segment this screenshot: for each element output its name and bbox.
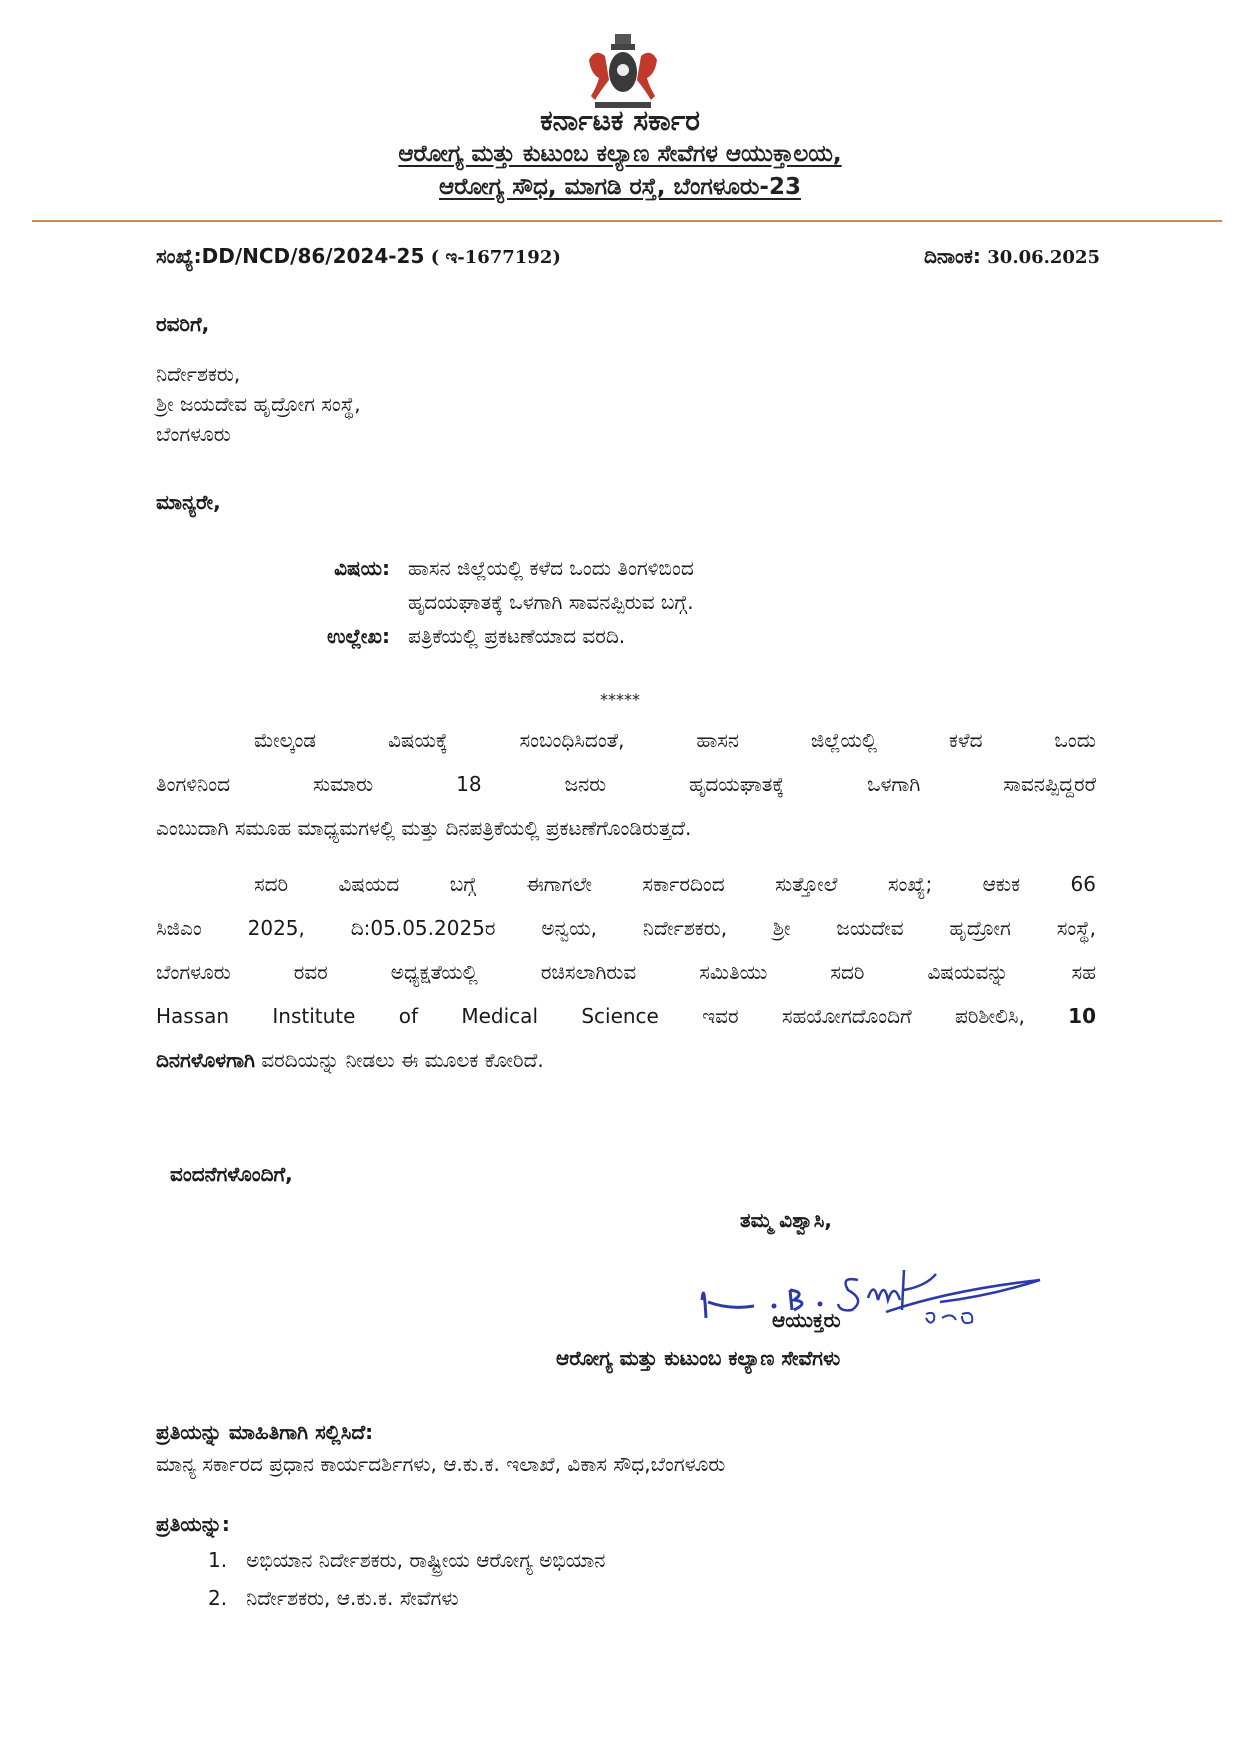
body-line: ಮೇಲ್ಕಂಡ ವಿಷಯಕ್ಕೆ ಸಂಬಂಧಿಸಿದಂತೆ, ಹಾಸನ ಜಿಲ್ಲೆಯಲ್ಲಿ ಕಳೆದ ಒಂದು — [254, 728, 1096, 752]
copy-info-text: ಮಾನ್ಯ ಸರ್ಕಾರದ ಪ್ರಧಾನ ಕಾರ್ಯದರ್ಶಿಗಳು, ಆ.ಕು.ಕ. ಇಲಾಖೆ, ವಿಕಾಸ ಸೌಧ,ಬೆಂಗಳೂರು — [156, 1452, 726, 1476]
signature-icon — [690, 1240, 1050, 1330]
list-item-text: ಅಭಿಯಾನ ನಿರ್ದೇಶಕರು, ರಾಷ್ಟ್ರೀಯ ಆರೋಗ್ಯ ಅಭಿಯಾನ — [246, 1548, 606, 1572]
recipient-to: ರವರಿಗೆ, — [156, 312, 210, 336]
reference-date — [924, 244, 1100, 268]
subject-line: ಹಾಸನ ಜಿಲ್ಲೆಯಲ್ಲಿ ಕಳೆದ ಒಂದು ತಿಂಗಳಿಬಿಂದ — [408, 556, 694, 580]
copy-info-heading: ಪ್ರತಿಯನ್ನು ಮಾಹಿತಿಗಾಗಿ ಸಲ್ಲಿಸಿದೆ: — [156, 1420, 374, 1444]
government-name: ಕರ್ನಾಟಕ ಸರ್ಕಾರ — [540, 104, 700, 137]
reference-number — [156, 244, 561, 268]
deadline-days: 10 — [1068, 1004, 1096, 1028]
reference-number-value: DD/NCD/86/2024-25 — [201, 244, 425, 268]
office-address: ಆರೋಗ್ಯ ಸೌಧ, ಮಾಗಡಿ ರಸ್ತೆ, ಬೆಂಗಳೂರು-23 — [439, 174, 801, 200]
copy-to-heading: ಪ್ರತಿಯನ್ನು: — [156, 1512, 230, 1536]
subject-label: ವಿಷಯ: — [334, 556, 390, 580]
reference-text: ಪತ್ರಿಕೆಯಲ್ಲಿ ಪ್ರಕಟಣೆಯಾದ ವರದಿ. — [408, 624, 626, 648]
body-line: ಸದರಿ ವಿಷಯದ ಬಗ್ಗೆ ಈಗಾಗಲೇ ಸರ್ಕಾರದಿಂದ ಸುತ್ತೋಲೆ ಸಂಖ್ಯೆ; ಆಕುಕ 66 — [254, 872, 1096, 896]
office-name: ಆರೋಗ್ಯ ಮತ್ತು ಕುಟುಂಬ ಕಲ್ಯಾಣ ಸೇವೆಗಳ ಆಯುಕ್ತಾಲಯ, — [398, 141, 842, 167]
list-item-number: 1. — [208, 1548, 228, 1572]
signatory-department: ಆರೋಗ್ಯ ಮತ್ತು ಕುಟುಂಬ ಕಲ್ಯಾಣ ಸೇವೆಗಳು — [556, 1346, 841, 1370]
body-paragraph-2 — [156, 862, 1096, 1082]
subject-line: ಹೃದಯಘಾತಕ್ಕೆ ಒಳಗಾಗಿ ಸಾವನಪ್ಪಿರುವ ಬಗ್ಗೆ. — [408, 590, 694, 614]
body-line: ಎಂಬುದಾಗಿ ಸಮೂಹ ಮಾಧ್ಯಮಗಳಲ್ಲಿ ಮತ್ತು ದಿನಪತ್ರಿಕೆಯಲ್ಲಿ ಪ್ರಕಟಣೆಗೊಂಡಿರುತ್ತದೆ. — [156, 816, 692, 840]
body-line: ಬೆಂಗಳೂರು ರವರ ಅಧ್ಯಕ್ಷತೆಯಲ್ಲಿ ರಚಿಸಲಾಗಿರುವ ಸಮಿತಿಯು ಸದರಿ ವಿಷಯವನ್ನು ಸಹ — [156, 960, 1096, 984]
separator: ***** — [600, 690, 640, 709]
karnataka-emblem-icon — [585, 30, 661, 114]
salutation: ಮಾನ್ಯರೇ, — [156, 490, 221, 514]
body-line — [156, 1038, 1096, 1082]
reference-number-label: ಸಂಖ್ಯೆ: — [156, 244, 202, 268]
copy-to-list — [208, 1548, 605, 1624]
body-line: ಸಿಜಿಎಂ 2025, ದಿ:05.05.2025ರ ಅನ್ವಯ, ನಿರ್ದೇಶಕರು, ಶ್ರೀ ಜಯದೇವ ಹೃದ್ರೋಗ ಸಂಸ್ಥೆ, — [156, 916, 1096, 940]
header-divider — [32, 220, 1222, 222]
list-item-number: 2. — [208, 1586, 228, 1610]
body-text: Hassan Institute of Medical Science ಇವರ ಸಹಯೋಗದೊಂದಿಗೆ ಪರಿಶೀಲಿಸಿ, — [156, 1004, 1025, 1028]
list-item — [208, 1586, 605, 1624]
body-line: ತಿಂಗಳಿನಿಂದ ಸುಮಾರು 18 ಜನರು ಹೃದಯಘಾತಕ್ಕೆ ಒಳಗಾಗಿ ಸಾವನಪ್ಪಿದ್ದರರೆ — [156, 772, 1096, 796]
closing-regards: ವಂದನೆಗಳೊಂದಿಗೆ, — [170, 1162, 293, 1186]
reference-label: ಉಲ್ಲೇಖ: — [327, 624, 390, 648]
date-value: 30.06.2025 — [987, 247, 1100, 268]
deadline-text: ದಿನಗಳೊಳಗಾಗಿ — [156, 1048, 255, 1072]
list-item — [208, 1548, 605, 1586]
signatory-title: ಆಯುಕ್ತರು — [772, 1308, 841, 1332]
recipient-line: ಬೆಂಗಳೂರು — [156, 422, 231, 446]
date-label: ದಿನಾಂಕ: — [923, 244, 981, 268]
e-office-number: ( ಇ-1677192) — [430, 247, 561, 268]
recipient-line: ನಿರ್ದೇಶಕರು, — [156, 362, 241, 386]
closing-yours: ತಮ್ಮ ವಿಶ್ವಾಸಿ, — [740, 1208, 833, 1232]
body-paragraph-1 — [156, 718, 1096, 850]
list-item-text: ನಿರ್ದೇಶಕರು, ಆ.ಕು.ಕ. ಸೇವೆಗಳು — [246, 1586, 459, 1610]
recipient-line: ಶ್ರೀ ಜಯದೇವ ಹೃದ್ರೋಗ ಸಂಸ್ಥೆ, — [156, 392, 361, 416]
body-line — [156, 994, 1096, 1038]
body-text: ವರದಿಯನ್ನು ನೀಡಲು ಈ ಮೂಲಕ ಕೋರಿದೆ. — [254, 1048, 544, 1072]
